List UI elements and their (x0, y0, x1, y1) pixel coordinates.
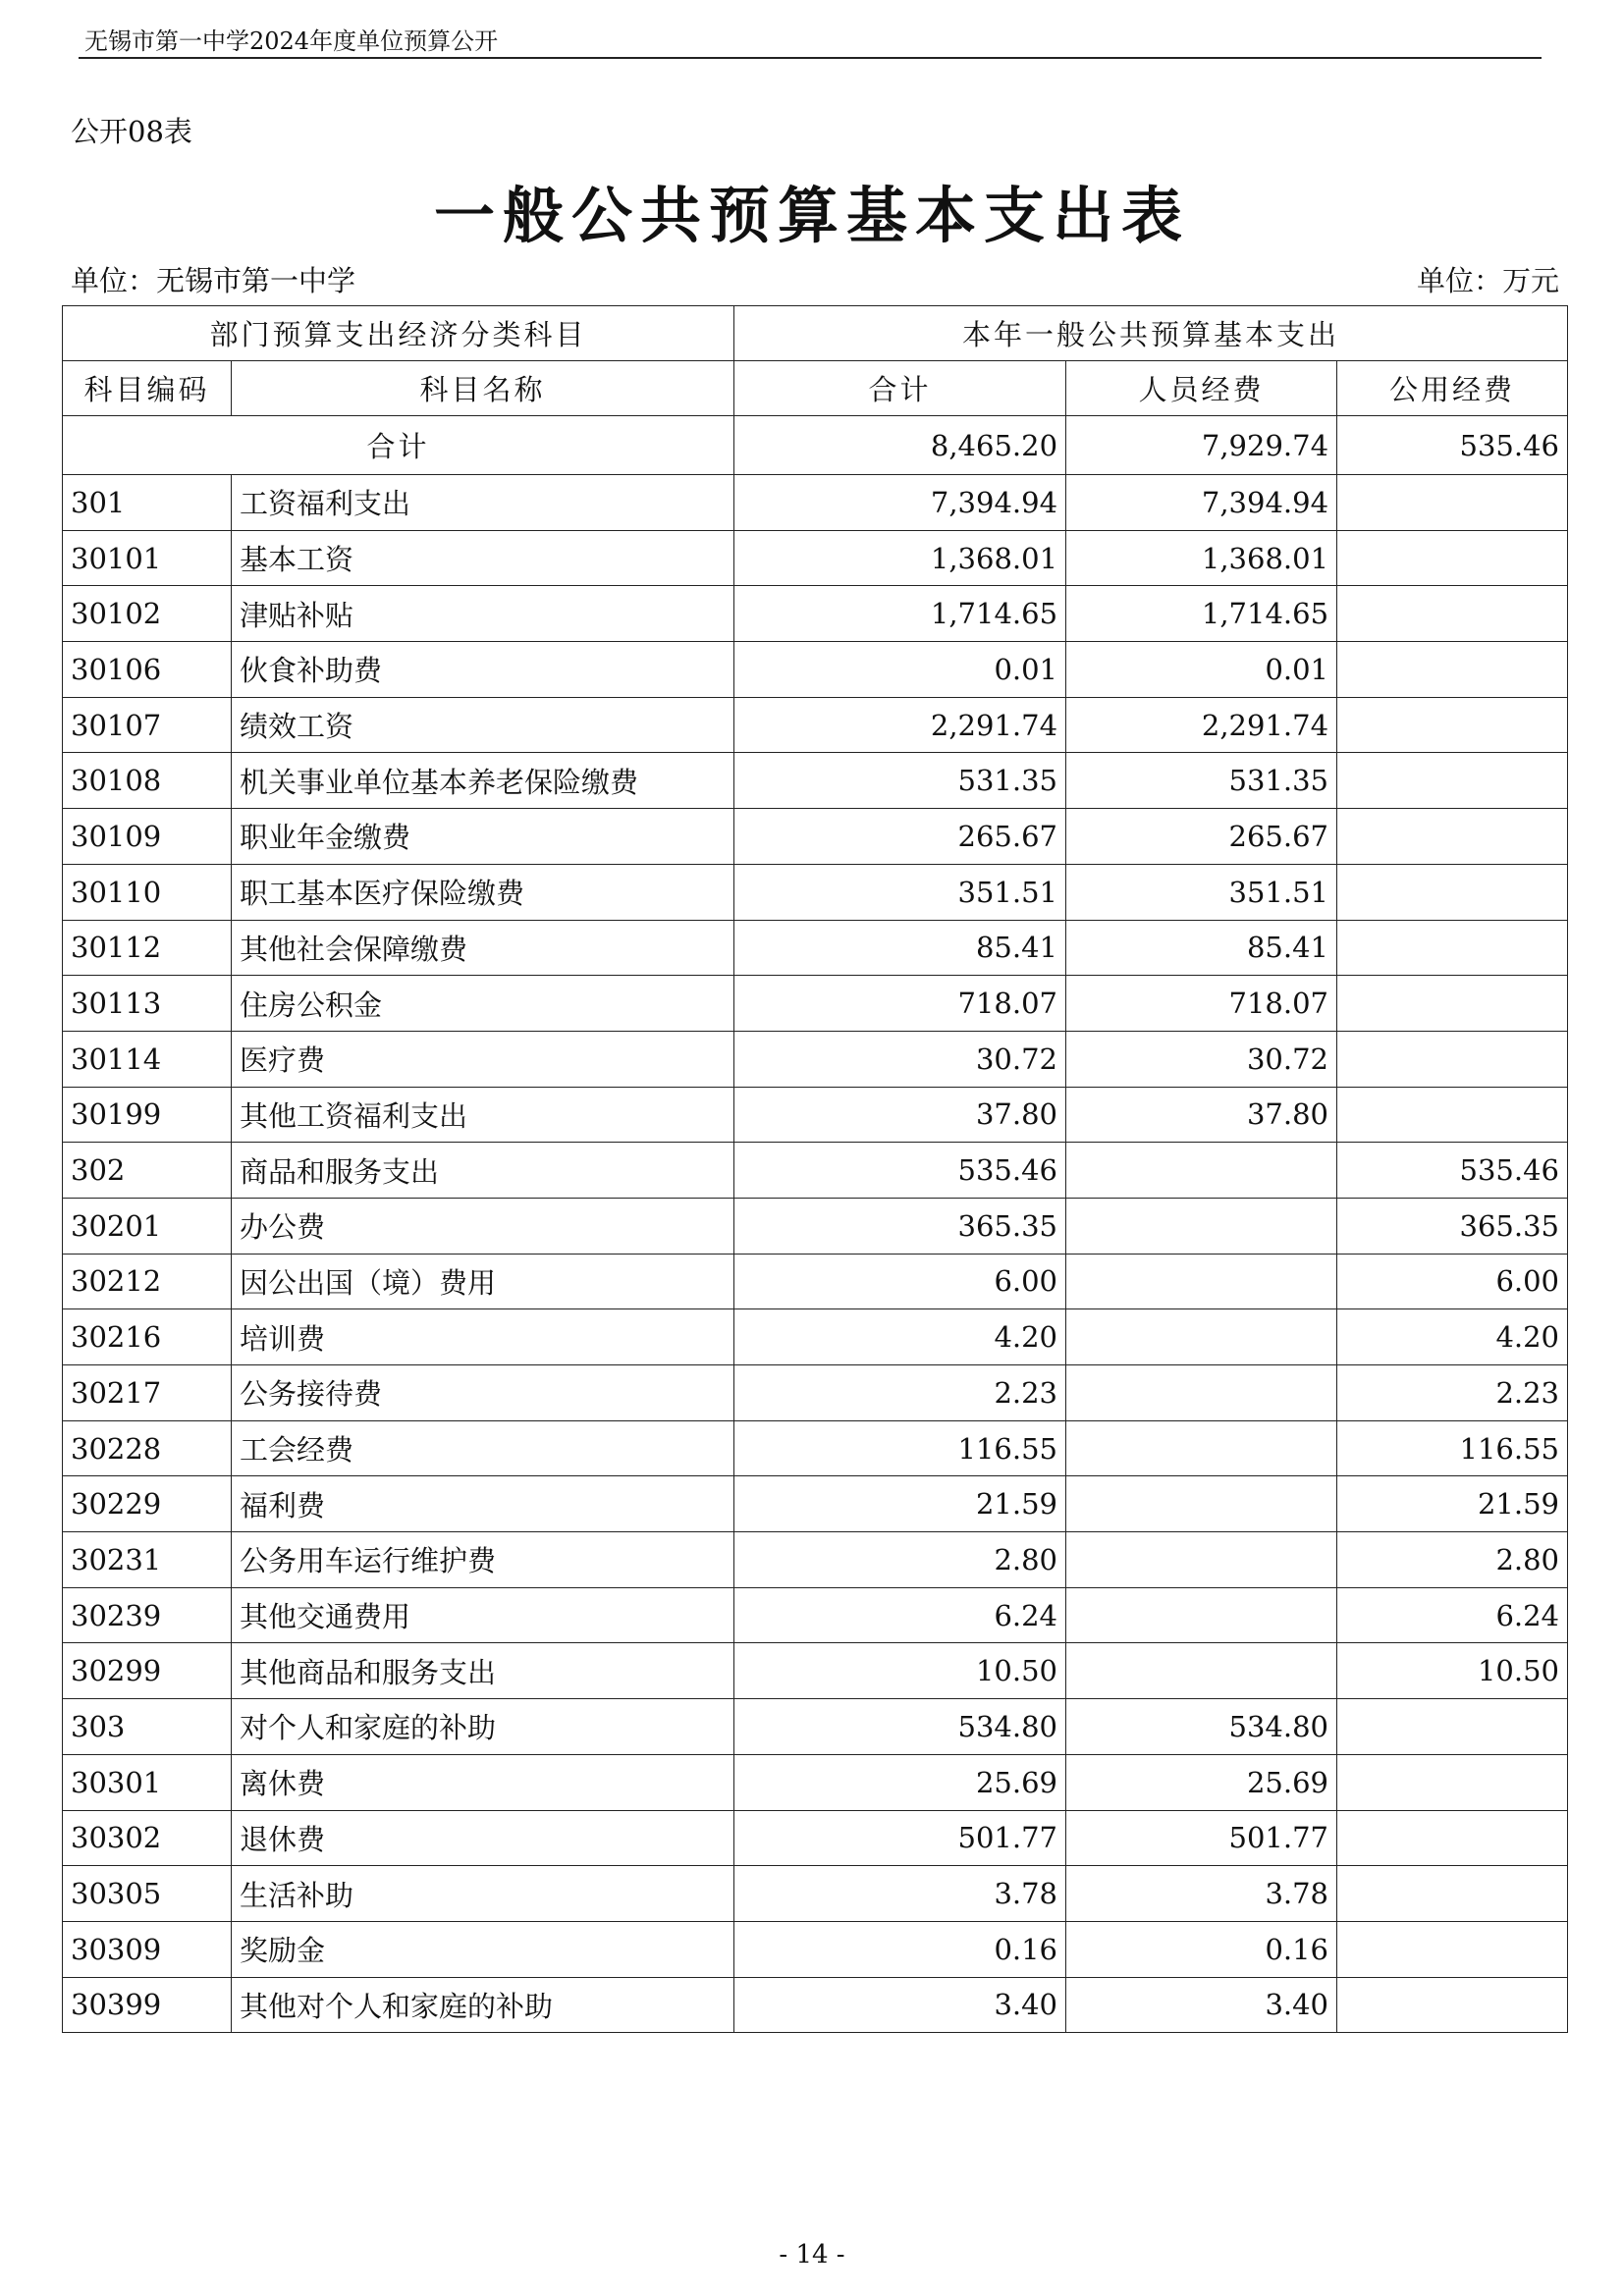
column-header-total: 合计 (734, 361, 1066, 416)
row-total: 3.40 (734, 1977, 1066, 2033)
table-row (63, 642, 1568, 698)
row-name: 职业年金缴费 (232, 809, 734, 865)
row-name: 离休费 (232, 1754, 734, 1810)
row-total: 25.69 (734, 1754, 1066, 1810)
row-code: 30217 (63, 1365, 232, 1421)
table-row (63, 976, 1568, 1032)
row-code: 30106 (63, 642, 232, 698)
table-row (63, 1532, 1568, 1588)
total-row (63, 416, 1568, 475)
row-name: 伙食补助费 (232, 642, 734, 698)
row-code: 30229 (63, 1476, 232, 1532)
row-total: 30.72 (734, 1031, 1066, 1087)
row-name: 奖励金 (232, 1921, 734, 1977)
group-header-expenditure: 本年一般公共预算基本支出 (734, 306, 1568, 361)
page-title: 一般公共预算基本支出表 (433, 180, 1190, 251)
table-row (63, 475, 1568, 531)
row-personnel: 3.78 (1066, 1866, 1337, 1922)
row-name: 津贴补贴 (232, 586, 734, 642)
row-public: 365.35 (1337, 1198, 1568, 1254)
table-row (63, 1087, 1568, 1143)
total-amount: 8,465.20 (734, 416, 1066, 475)
row-code: 30107 (63, 697, 232, 753)
row-total: 6.24 (734, 1587, 1066, 1643)
row-name: 基本工资 (232, 530, 734, 586)
row-name: 其他对个人和家庭的补助 (232, 1977, 734, 2033)
row-public: 21.59 (1337, 1476, 1568, 1532)
row-public (1337, 475, 1568, 531)
row-personnel: 1,714.65 (1066, 586, 1337, 642)
row-name: 绩效工资 (232, 697, 734, 753)
total-public: 535.46 (1337, 416, 1568, 475)
table-row (63, 697, 1568, 753)
row-name: 其他交通费用 (232, 1587, 734, 1643)
row-name: 工资福利支出 (232, 475, 734, 531)
row-total: 718.07 (734, 976, 1066, 1032)
row-code: 303 (63, 1699, 232, 1755)
row-code: 30305 (63, 1866, 232, 1922)
row-total: 365.35 (734, 1198, 1066, 1254)
row-public: 116.55 (1337, 1420, 1568, 1476)
row-public (1337, 920, 1568, 976)
table-row (63, 809, 1568, 865)
table-number: 公开08表 (71, 115, 192, 148)
row-public (1337, 864, 1568, 920)
row-code: 30309 (63, 1921, 232, 1977)
row-code: 30109 (63, 809, 232, 865)
row-personnel: 3.40 (1066, 1977, 1337, 2033)
row-total: 535.46 (734, 1143, 1066, 1199)
row-total: 0.16 (734, 1921, 1066, 1977)
row-name: 其他社会保障缴费 (232, 920, 734, 976)
row-total: 6.00 (734, 1254, 1066, 1309)
row-personnel: 1,368.01 (1066, 530, 1337, 586)
table-row (63, 1420, 1568, 1476)
table-row (63, 1031, 1568, 1087)
table-row (63, 1643, 1568, 1699)
row-total: 534.80 (734, 1699, 1066, 1755)
row-name: 因公出国（境）费用 (232, 1254, 734, 1309)
column-header-code: 科目编码 (63, 361, 232, 416)
row-total: 0.01 (734, 642, 1066, 698)
row-public (1337, 976, 1568, 1032)
row-name: 公务接待费 (232, 1365, 734, 1421)
row-code: 30201 (63, 1198, 232, 1254)
currency-unit: 单位：万元 (1416, 264, 1559, 297)
unit-name: 单位：无锡市第一中学 (71, 264, 356, 297)
header-row-columns (63, 361, 1568, 416)
row-name: 办公费 (232, 1198, 734, 1254)
table-row (63, 1699, 1568, 1755)
page-header: 无锡市第一中学2024年度单位预算公开 (84, 27, 499, 55)
row-public (1337, 586, 1568, 642)
row-personnel (1066, 1198, 1337, 1254)
table-row (63, 586, 1568, 642)
row-public (1337, 1977, 1568, 2033)
total-personnel: 7,929.74 (1066, 416, 1337, 475)
column-header-name: 科目名称 (232, 361, 734, 416)
table-row (63, 530, 1568, 586)
row-personnel (1066, 1143, 1337, 1199)
row-personnel: 7,394.94 (1066, 475, 1337, 531)
row-personnel: 265.67 (1066, 809, 1337, 865)
row-public: 2.23 (1337, 1365, 1568, 1421)
group-header-classification: 部门预算支出经济分类科目 (63, 306, 734, 361)
row-personnel (1066, 1532, 1337, 1588)
row-code: 302 (63, 1143, 232, 1199)
row-name: 机关事业单位基本养老保险缴费 (232, 753, 734, 809)
row-public: 6.24 (1337, 1587, 1568, 1643)
table-row (63, 864, 1568, 920)
row-public (1337, 530, 1568, 586)
row-personnel (1066, 1587, 1337, 1643)
row-total: 501.77 (734, 1810, 1066, 1866)
row-public: 2.80 (1337, 1532, 1568, 1588)
row-total: 531.35 (734, 753, 1066, 809)
table-row (63, 1921, 1568, 1977)
row-code: 301 (63, 475, 232, 531)
row-public: 535.46 (1337, 1143, 1568, 1199)
row-personnel (1066, 1309, 1337, 1365)
row-total: 2.80 (734, 1532, 1066, 1588)
row-personnel: 37.80 (1066, 1087, 1337, 1143)
row-total: 116.55 (734, 1420, 1066, 1476)
table-row (63, 1143, 1568, 1199)
row-name: 退休费 (232, 1810, 734, 1866)
row-code: 30212 (63, 1254, 232, 1309)
row-code: 30108 (63, 753, 232, 809)
row-name: 其他工资福利支出 (232, 1087, 734, 1143)
table-row (63, 1754, 1568, 1810)
row-personnel: 351.51 (1066, 864, 1337, 920)
row-public (1337, 642, 1568, 698)
budget-table (62, 305, 1568, 2033)
row-code: 30302 (63, 1810, 232, 1866)
row-total: 3.78 (734, 1866, 1066, 1922)
row-name: 职工基本医疗保险缴费 (232, 864, 734, 920)
row-personnel (1066, 1420, 1337, 1476)
row-total: 37.80 (734, 1087, 1066, 1143)
total-label: 合计 (63, 416, 734, 475)
row-public (1337, 1866, 1568, 1922)
row-code: 30301 (63, 1754, 232, 1810)
row-public (1337, 1087, 1568, 1143)
row-name: 商品和服务支出 (232, 1143, 734, 1199)
row-name: 培训费 (232, 1309, 734, 1365)
row-personnel (1066, 1254, 1337, 1309)
row-personnel: 501.77 (1066, 1810, 1337, 1866)
table-row (63, 1977, 1568, 2033)
row-public: 6.00 (1337, 1254, 1568, 1309)
row-code: 30112 (63, 920, 232, 976)
row-personnel: 2,291.74 (1066, 697, 1337, 753)
row-public (1337, 1699, 1568, 1755)
table-row (63, 1309, 1568, 1365)
row-total: 2,291.74 (734, 697, 1066, 753)
row-public (1337, 809, 1568, 865)
row-code: 30199 (63, 1087, 232, 1143)
table-row (63, 1254, 1568, 1309)
header-row-group (63, 306, 1568, 361)
row-name: 其他商品和服务支出 (232, 1643, 734, 1699)
row-personnel: 531.35 (1066, 753, 1337, 809)
row-personnel: 25.69 (1066, 1754, 1337, 1810)
row-total: 4.20 (734, 1309, 1066, 1365)
table-row (63, 753, 1568, 809)
row-public (1337, 1754, 1568, 1810)
row-code: 30101 (63, 530, 232, 586)
row-code: 30110 (63, 864, 232, 920)
row-total: 10.50 (734, 1643, 1066, 1699)
row-total: 1,714.65 (734, 586, 1066, 642)
table-row (63, 1810, 1568, 1866)
row-total: 265.67 (734, 809, 1066, 865)
row-personnel (1066, 1365, 1337, 1421)
row-total: 2.23 (734, 1365, 1066, 1421)
row-name: 公务用车运行维护费 (232, 1532, 734, 1588)
row-name: 生活补助 (232, 1866, 734, 1922)
row-code: 30239 (63, 1587, 232, 1643)
row-code: 30299 (63, 1643, 232, 1699)
row-public (1337, 1921, 1568, 1977)
row-public (1337, 1031, 1568, 1087)
header-rule (79, 57, 1542, 59)
row-name: 工会经费 (232, 1420, 734, 1476)
row-name: 医疗费 (232, 1031, 734, 1087)
row-total: 21.59 (734, 1476, 1066, 1532)
row-code: 30102 (63, 586, 232, 642)
row-total: 1,368.01 (734, 530, 1066, 586)
row-total: 85.41 (734, 920, 1066, 976)
row-personnel (1066, 1476, 1337, 1532)
row-code: 30216 (63, 1309, 232, 1365)
row-personnel: 85.41 (1066, 920, 1337, 976)
row-personnel: 30.72 (1066, 1031, 1337, 1087)
table-row (63, 1866, 1568, 1922)
row-name: 福利费 (232, 1476, 734, 1532)
row-personnel: 0.16 (1066, 1921, 1337, 1977)
row-personnel: 718.07 (1066, 976, 1337, 1032)
row-code: 30113 (63, 976, 232, 1032)
page-number: - 14 - (779, 2240, 845, 2269)
row-code: 30399 (63, 1977, 232, 2033)
table-row (63, 1587, 1568, 1643)
row-public (1337, 753, 1568, 809)
row-personnel (1066, 1643, 1337, 1699)
column-header-public: 公用经费 (1337, 361, 1568, 416)
row-total: 7,394.94 (734, 475, 1066, 531)
row-personnel: 534.80 (1066, 1699, 1337, 1755)
table-row (63, 920, 1568, 976)
row-total: 351.51 (734, 864, 1066, 920)
row-public: 10.50 (1337, 1643, 1568, 1699)
table-row (63, 1198, 1568, 1254)
row-public: 4.20 (1337, 1309, 1568, 1365)
row-code: 30228 (63, 1420, 232, 1476)
table-row (63, 1365, 1568, 1421)
row-public (1337, 1810, 1568, 1866)
column-header-personnel: 人员经费 (1066, 361, 1337, 416)
row-code: 30231 (63, 1532, 232, 1588)
row-name: 对个人和家庭的补助 (232, 1699, 734, 1755)
table-row (63, 1476, 1568, 1532)
row-name: 住房公积金 (232, 976, 734, 1032)
row-public (1337, 697, 1568, 753)
row-personnel: 0.01 (1066, 642, 1337, 698)
row-code: 30114 (63, 1031, 232, 1087)
